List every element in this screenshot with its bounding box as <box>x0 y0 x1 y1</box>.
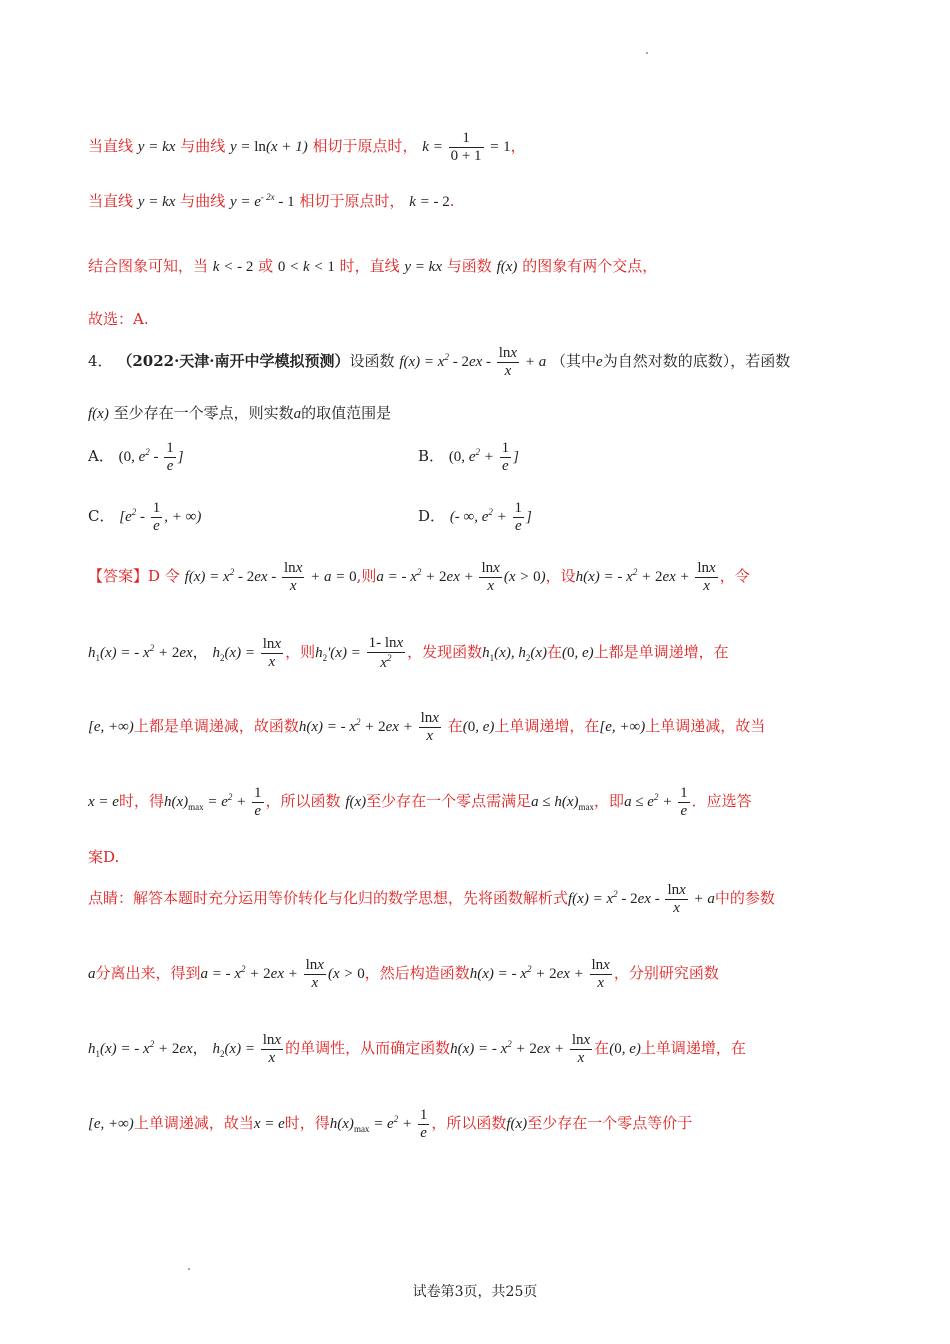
formula: a = - $x^2 + 2ex$ + $\frac{\ln x}{x}$ (x > 0) <box>376 560 546 595</box>
formula: $h(x)_{max} = e^2$ + $\frac{1}{e}$ <box>329 1107 428 1142</box>
formula: (0, e) <box>562 645 594 662</box>
text: 上单调递减，故当 <box>133 1114 254 1133</box>
text: 时，得 <box>284 1114 330 1133</box>
text: 相切于原点时， <box>299 192 405 210</box>
text: 上都是单调递减，故函数 <box>133 717 299 736</box>
text: （其中 <box>551 352 597 371</box>
formula: $h_1(x)$ = - $x^2 + 2ex$ <box>88 1039 193 1060</box>
corner-mark-bottom <box>188 1268 190 1270</box>
comment-line-4 <box>88 1107 870 1143</box>
comment-line-3 <box>88 1032 870 1068</box>
formula: $a \le e^2$ + $\frac{1}{e}$ <box>624 785 688 820</box>
text: 上单调递增，在 <box>494 717 600 736</box>
text: 设函数 <box>349 352 395 371</box>
option-label: B． <box>418 447 445 466</box>
comment-line-2 <box>88 957 870 993</box>
text: 的取值范围是 <box>301 404 392 422</box>
text: ．应选答 <box>691 792 752 811</box>
formula: a = - $x^2 + 2ex$ + $\frac{\ln x}{x}$ (x > 0 <box>200 957 365 992</box>
text: ,则 <box>356 567 377 586</box>
formula: $a \le h(x)_{max}$ <box>531 794 595 813</box>
answer-line-2: $h_1(x)$ = - $x^2 + 2ex$， $h_2(x)$ = $\frac{\ln x}{x}$ ，则$h_2'(x)$ = $\frac{1- \ln x}{x^2}$ ，发现函数$h_1(x)$, $h_2(x)$在(0, e)上都是单调递增，在 <box>88 635 729 672</box>
formula: [e, +∞) <box>88 719 134 736</box>
text: D 令 <box>148 567 180 586</box>
formula: $h_2(x)$ = $\frac{\ln x}{x}$ <box>212 1032 282 1067</box>
formula: f(x) <box>496 259 518 275</box>
text: ，令 <box>719 567 750 586</box>
formula: $h_2'(x)$ = $\frac{1- \ln x}{x^2}$ <box>315 635 404 672</box>
question-line-1 <box>88 345 870 381</box>
text: 分离出来，得到 <box>95 964 201 983</box>
formula: h(x) = - $x^2 + 2ex$ + $\frac{\ln x}{x}$ <box>450 1032 591 1067</box>
formula: f(x) <box>345 794 367 811</box>
solution-line-4 <box>88 308 870 329</box>
text: ，所以函数 <box>431 1114 507 1133</box>
formula: k < - 2 <box>212 259 254 275</box>
answer-line-1 <box>88 560 870 596</box>
text: 案D. <box>88 848 120 866</box>
formula: [$e^2$ - $\frac{1}{e}$ , + ∞) <box>119 500 202 535</box>
formula: $y = e^{- 2x} - 1$ <box>229 192 295 210</box>
formula: y = ln(x + 1) <box>229 139 308 156</box>
text: 至少存在一个零点等价于 <box>527 1114 693 1133</box>
option-b[interactable] <box>418 440 519 476</box>
option-label: D． <box>418 507 446 526</box>
text: 至少存在一个零点，则实数 <box>113 404 294 422</box>
text: ，分别研究函数 <box>613 964 719 983</box>
solution-line-1 <box>88 130 870 166</box>
formula: h(x) = - $x^2 + 2ex$ + $\frac{\ln x}{x}$ <box>298 710 439 745</box>
text: ， <box>192 1039 208 1058</box>
formula: f(x) <box>88 406 109 422</box>
formula: f(x) <box>506 1116 528 1133</box>
formula: [e, +∞) <box>599 719 646 736</box>
formula: $h_1(x)$ = - $x^2 + 2ex$ <box>88 643 193 664</box>
text: ，所以函数 <box>265 792 341 811</box>
text: 时，得 <box>118 792 164 811</box>
formula: $h_1(x)$, $h_2(x)$ <box>482 645 547 664</box>
text: 与曲线 <box>180 137 226 156</box>
text: 或 <box>258 257 274 275</box>
comment-line-1 <box>88 882 870 918</box>
text: 的图象有两个交点， <box>522 257 658 275</box>
formula: x = e <box>253 1116 285 1133</box>
answer-tag: 【答案】 <box>88 567 149 586</box>
question-number: 4． <box>88 352 113 371</box>
corner-mark <box>646 52 648 54</box>
text: 上单调递减，故当 <box>645 717 766 736</box>
text: 至少存在一个零点需满足 <box>366 792 532 811</box>
formula: h(x) = - $x^2 + 2ex$ + $\frac{\ln x}{x}$ <box>575 560 716 595</box>
text: 在 <box>594 1039 610 1058</box>
formula: y = kx <box>137 194 176 210</box>
text: 当直线 <box>88 192 134 210</box>
answer-line-5 <box>88 846 870 867</box>
option-a[interactable] <box>88 440 184 476</box>
formula: $f(x) = x^2 - 2ex$ - $\frac{\ln x}{x}$ + a <box>399 345 547 380</box>
formula: (0, $e^2$ + $\frac{1}{e}$ ] <box>448 440 519 475</box>
formula: e <box>596 354 603 371</box>
text: 与曲线 <box>180 192 226 210</box>
formula: a <box>88 966 96 983</box>
option-label: C． <box>88 507 115 526</box>
text: 上都是单调递增，在 <box>593 643 729 662</box>
text: 上单调递增，在 <box>640 1039 746 1058</box>
text: 与函数 <box>446 257 492 275</box>
formula: y = kx <box>137 139 176 156</box>
solution-line-3 <box>88 255 870 276</box>
formula: 0 < k < 1 <box>277 259 335 275</box>
formula: $f(x) = x^2 - 2ex$ - $\frac{\ln x}{x}$ + a = 0 <box>184 560 357 595</box>
text: ，则 <box>285 643 316 662</box>
text: 故选：A. <box>88 310 149 328</box>
text: ，设 <box>545 567 576 586</box>
formula: (- ∞, $e^2$ + $\frac{1}{e}$ ] <box>449 500 532 535</box>
formula: $f(x) = x^2 - 2ex$ - $\frac{\ln x}{x}$ + a <box>568 882 715 917</box>
option-label: A． <box>88 447 114 466</box>
question-line-2 <box>88 402 870 423</box>
page-footer: 试卷第3页，共25页 <box>412 1284 538 1300</box>
text: 的单调性，从而确定函数 <box>285 1039 451 1058</box>
formula: k = - 2 <box>409 194 450 210</box>
formula: x = e <box>88 794 119 811</box>
answer-line-3 <box>88 710 870 746</box>
text: ，即 <box>594 792 625 811</box>
formula: (0, e) <box>462 719 495 736</box>
text: 相切于原点时， <box>312 137 418 156</box>
text: ，发现函数 <box>407 643 483 662</box>
text: 为自然对数的底数），若函数 <box>602 352 791 371</box>
formula: h(x) = - $x^2 + 2ex$ + $\frac{\ln x}{x}$ <box>469 957 610 992</box>
formula: $h(x)_{max} = e^2$ + $\frac{1}{e}$ <box>163 785 262 820</box>
text: 在 <box>546 643 562 662</box>
text: . <box>449 192 455 210</box>
formula: [e, +∞) <box>88 1116 134 1133</box>
text: ， <box>510 137 526 156</box>
formula: k = $\frac{1}{0 + 1}$ = 1 <box>422 130 511 165</box>
text: ，然后构造函数 <box>364 964 470 983</box>
formula: a <box>293 406 302 422</box>
text: 中的参数 <box>714 889 775 908</box>
text: 当直线 <box>88 137 134 156</box>
question-source: （2022·天津·南开中学模拟预测） <box>117 352 350 371</box>
answer-line-4 <box>88 785 870 821</box>
text: 点睛：解答本题时充分运用等价转化与化归的数学思想，先将函数解析式 <box>88 889 569 908</box>
formula: y = kx <box>404 259 442 275</box>
formula: (0, $e^2$ - $\frac{1}{e}$ ] <box>118 440 184 475</box>
solution-line-2 <box>88 190 870 211</box>
text: 在 <box>447 717 463 736</box>
formula: (0, e) <box>609 1041 641 1058</box>
formula: $h_2(x)$ = $\frac{\ln x}{x}$ <box>212 636 282 671</box>
text: 结合图象可知，当 <box>88 257 209 275</box>
option-d[interactable] <box>418 500 532 536</box>
option-c[interactable] <box>88 500 201 536</box>
text: 时，直线 <box>339 257 400 275</box>
